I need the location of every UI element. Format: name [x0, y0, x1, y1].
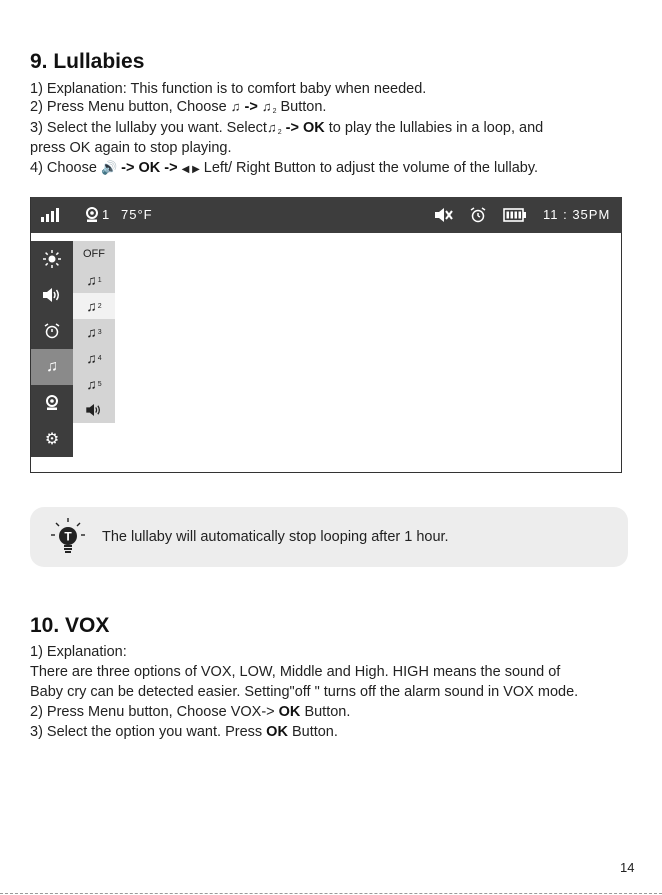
- camera-icon: [44, 395, 60, 411]
- settings-menu-button[interactable]: [31, 421, 73, 457]
- camera-menu-button[interactable]: [31, 385, 73, 421]
- step-text: 3) Select the option you want. Press: [30, 724, 263, 740]
- page-number: 14: [620, 860, 635, 875]
- volume-icon: 🔊: [100, 160, 118, 175]
- clock-readout: 11 : 35PM: [543, 207, 611, 222]
- temperature-readout: 75°F: [121, 207, 153, 222]
- option-label: OFF: [83, 248, 105, 260]
- lullaby-submenu: [73, 241, 115, 425]
- section-heading-vox: 10. VOX: [30, 614, 110, 637]
- option-number: 1: [97, 276, 102, 284]
- music-note-icon: ♫: [86, 350, 97, 366]
- step2-post-text: Button.: [280, 99, 327, 115]
- lullaby-step-4: [30, 159, 538, 179]
- alarm-icon: [470, 207, 486, 223]
- music-note-2-icon: $♫_2$: [261, 99, 277, 115]
- lullaby-option-3[interactable]: [73, 319, 115, 345]
- lullaby-option-4[interactable]: [73, 345, 115, 371]
- monitor-screen-illustration: [30, 197, 622, 473]
- ok-text: OK: [266, 724, 288, 740]
- arrow-text: ->: [285, 120, 299, 136]
- gear-icon: ⚙: [44, 431, 60, 448]
- mute-icon: [435, 208, 453, 222]
- lullaby-option-2[interactable]: [73, 293, 115, 319]
- camera-number: 1: [102, 207, 111, 222]
- lullaby-option-off[interactable]: [73, 241, 115, 267]
- section-heading-lullabies: 9. Lullabies: [30, 50, 145, 73]
- page-bottom-divider: [0, 893, 662, 894]
- left-right-arrows-icon: ◀ ▶: [181, 164, 200, 175]
- vox-explanation-label: 1) Explanation:: [30, 644, 127, 660]
- ok-text: OK: [278, 704, 301, 720]
- alarm-menu-button[interactable]: [31, 313, 73, 349]
- brightness-menu-button[interactable]: [31, 241, 73, 277]
- option-number: 4: [97, 354, 102, 362]
- status-bar: [31, 197, 622, 233]
- volume-icon: [86, 404, 102, 416]
- arrow-text: ->: [121, 160, 135, 176]
- lullaby-option-1[interactable]: [73, 267, 115, 293]
- camera-icon: [84, 207, 100, 223]
- arrow-text: ->: [164, 160, 178, 176]
- option-number: 3: [97, 328, 102, 336]
- step-text: 2) Press Menu button, Choose VOX->: [30, 704, 275, 720]
- vox-explanation-line-1: There are three options of VOX, LOW, Middle and High. HIGH means the sound of: [30, 664, 561, 680]
- music-note-icon: ♫: [230, 99, 241, 114]
- step2-text: 2) Press Menu button, Choose: [30, 99, 227, 115]
- tip-text: The lullaby will automatically stop looping after 1 hour.: [102, 529, 449, 545]
- step3-post-text: to play the lullabies in a loop, and: [328, 120, 544, 136]
- signal-icon: [41, 208, 61, 222]
- lullaby-menu-button[interactable]: [31, 349, 73, 385]
- lullaby-step-3-cont: press OK again to stop playing.: [30, 140, 232, 156]
- vox-step-3: [30, 723, 338, 741]
- tip-box: [30, 507, 628, 567]
- vox-step-2: [30, 703, 350, 721]
- menu-sidebar: [31, 241, 73, 457]
- tip-icon-letter: T: [64, 529, 72, 544]
- brightness-icon: [43, 250, 61, 268]
- note-subscript: 2: [272, 108, 277, 115]
- lullaby-step-2: [30, 98, 326, 121]
- note-subscript: 2: [277, 129, 282, 136]
- music-note-2-icon: $♫_2$: [266, 120, 282, 136]
- step4-post-text: Left/ Right Button to adjust the volume of the lullaby.: [203, 160, 539, 176]
- lullaby-volume-option[interactable]: [73, 397, 115, 423]
- step-post-text: Button.: [291, 724, 338, 740]
- arrow-text: ->: [244, 99, 258, 115]
- volume-icon: [43, 288, 61, 302]
- music-note-icon: ♫: [86, 298, 97, 314]
- ok-text: OK: [138, 160, 161, 176]
- step3-text: 3) Select the lullaby you want. Select: [30, 120, 267, 136]
- music-note-icon: ♫: [86, 272, 97, 288]
- option-number: 5: [97, 380, 102, 388]
- vox-explanation-line-2: Baby cry can be detected easier. Setting"off " turns off the alarm sound in VOX mode.: [30, 684, 579, 700]
- alarm-icon: [44, 323, 60, 339]
- volume-menu-button[interactable]: [31, 277, 73, 313]
- option-number: 2: [97, 302, 102, 310]
- lightbulb-tip-icon: [50, 517, 86, 557]
- step-post-text: Button.: [304, 704, 351, 720]
- music-note-icon: ♫: [46, 358, 58, 375]
- lullaby-option-5[interactable]: [73, 371, 115, 397]
- battery-icon: [503, 208, 527, 222]
- music-note-icon: ♫: [86, 376, 97, 392]
- ok-text: OK: [302, 120, 325, 136]
- music-note-icon: ♫: [86, 324, 97, 340]
- lullaby-explanation: 1) Explanation: This function is to comfort baby when needed.: [30, 81, 427, 97]
- step4-text: 4) Choose: [30, 160, 97, 176]
